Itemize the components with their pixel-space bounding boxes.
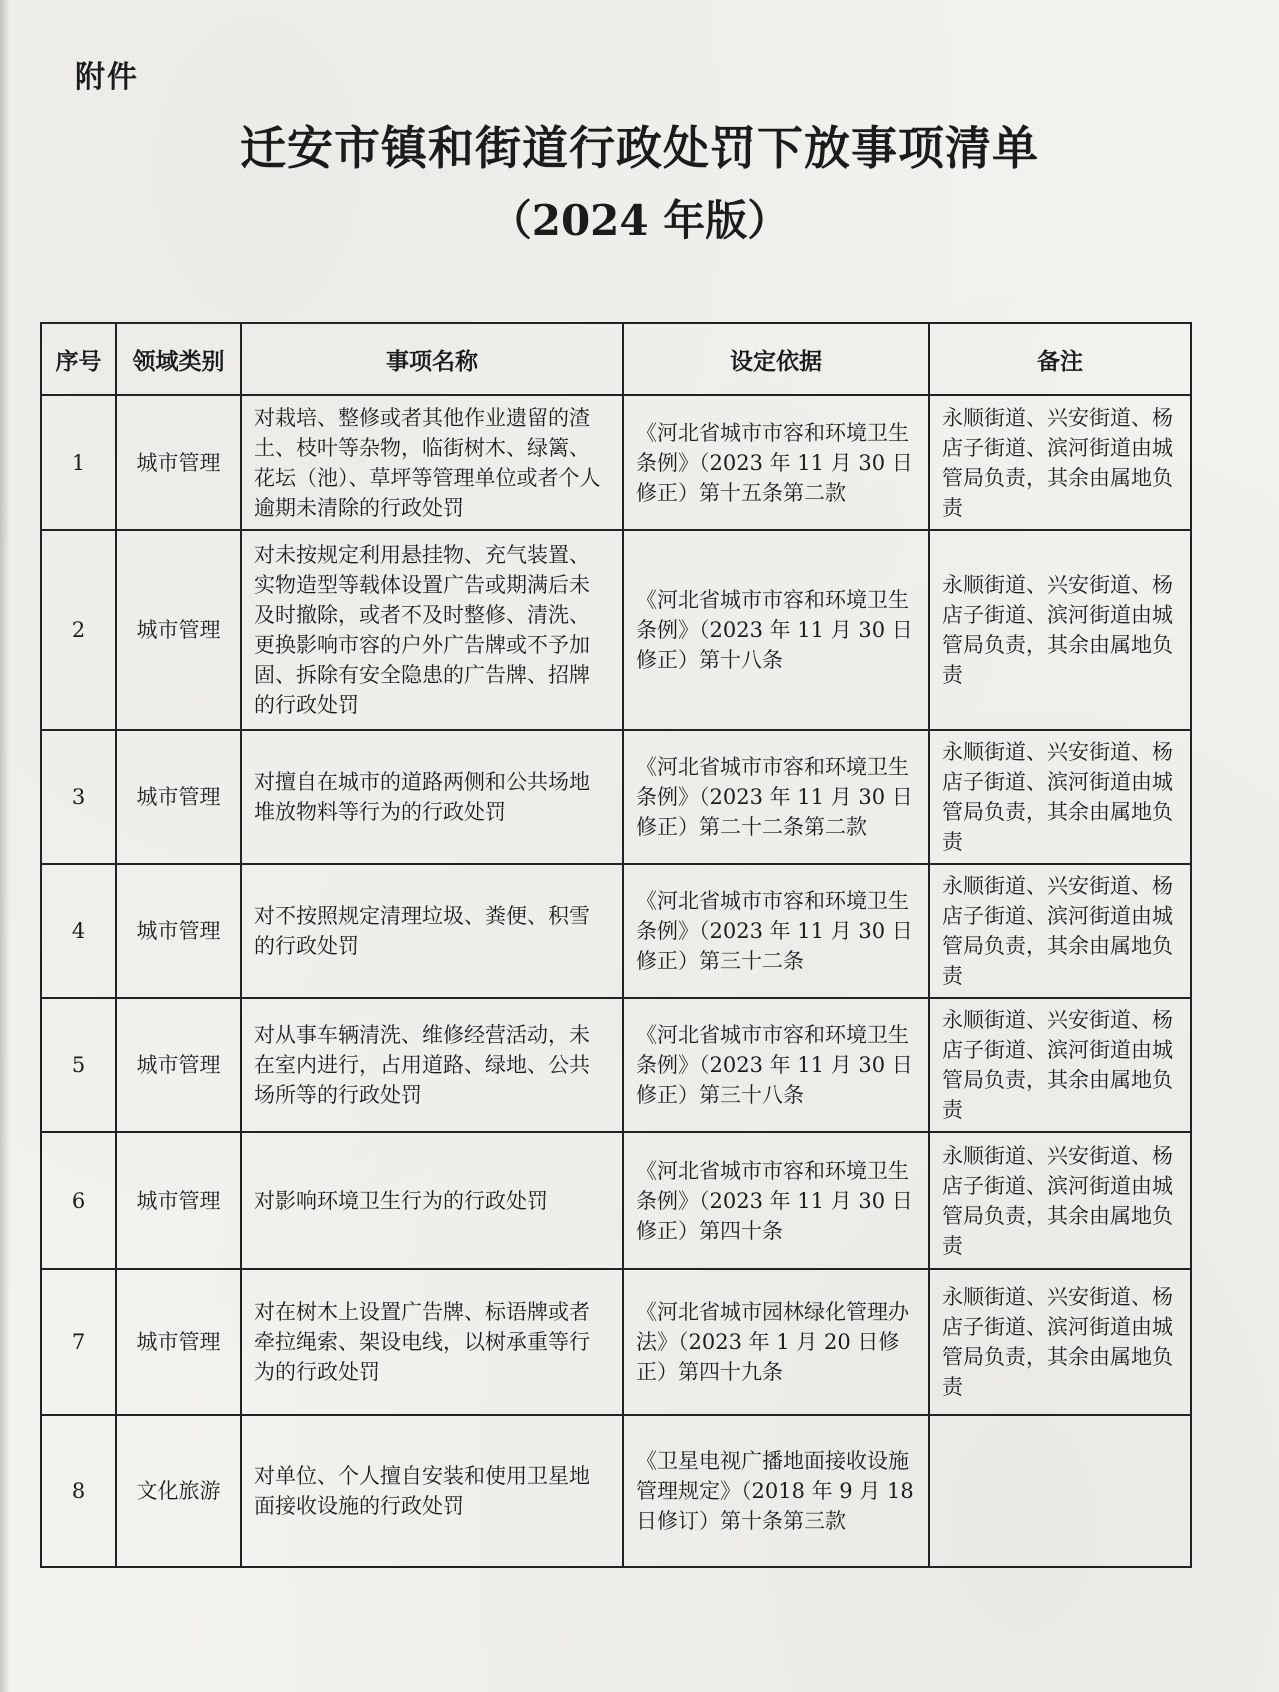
cell-basis: 《河北省城市市容和环境卫生条例》（2023 年 11 月 30 日修正）第十八条 bbox=[623, 530, 929, 730]
header-item: 事项名称 bbox=[241, 323, 623, 395]
penalty-items-table bbox=[40, 322, 1192, 1568]
table-row bbox=[41, 864, 1191, 998]
table-header-row bbox=[41, 323, 1191, 395]
cell-item: 对栽培、整修或者其他作业遗留的渣土、枝叶等杂物，临街树木、绿篱、花坛（池）、草坪等管理单位或者个人逾期未清除的行政处罚 bbox=[241, 395, 623, 530]
cell-item: 对从事车辆清洗、维修经营活动，未在室内进行，占用道路、绿地、公共场所等的行政处罚 bbox=[241, 998, 623, 1132]
cell-note bbox=[929, 1415, 1191, 1567]
attachment-label: 附件 bbox=[75, 60, 139, 95]
cell-item: 对在树木上设置广告牌、标语牌或者牵拉绳索、架设电线，以树承重等行为的行政处罚 bbox=[241, 1269, 623, 1415]
cell-basis: 《河北省城市市容和环境卫生条例》（2023 年 11 月 30 日修正）第四十条 bbox=[623, 1132, 929, 1269]
cell-basis: 《卫星电视广播地面接收设施管理规定》（2018 年 9 月 18 日修订）第十条第三款 bbox=[623, 1415, 929, 1567]
cell-note: 永顺街道、兴安街道、杨店子街道、滨河街道由城管局负责，其余由属地负责 bbox=[929, 730, 1191, 864]
cell-seq: 4 bbox=[41, 864, 116, 998]
cell-basis: 《河北省城市市容和环境卫生条例》（2023 年 11 月 30 日修正）第二十二条第二款 bbox=[623, 730, 929, 864]
cell-seq: 3 bbox=[41, 730, 116, 864]
cell-seq: 8 bbox=[41, 1415, 116, 1567]
cell-item: 对擅自在城市的道路两侧和公共场地堆放物料等行为的行政处罚 bbox=[241, 730, 623, 864]
cell-domain: 文化旅游 bbox=[116, 1415, 241, 1567]
table-row bbox=[41, 395, 1191, 530]
cell-seq: 7 bbox=[41, 1269, 116, 1415]
cell-item: 对不按照规定清理垃圾、粪便、积雪的行政处罚 bbox=[241, 864, 623, 998]
cell-seq: 1 bbox=[41, 395, 116, 530]
cell-note: 永顺街道、兴安街道、杨店子街道、滨河街道由城管局负责，其余由属地负责 bbox=[929, 1132, 1191, 1269]
cell-seq: 5 bbox=[41, 998, 116, 1132]
header-domain: 领域类别 bbox=[116, 323, 241, 395]
cell-basis: 《河北省城市市容和环境卫生条例》（2023 年 11 月 30 日修正）第十五条第二款 bbox=[623, 395, 929, 530]
cell-domain: 城市管理 bbox=[116, 395, 241, 530]
cell-note: 永顺街道、兴安街道、杨店子街道、滨河街道由城管局负责，其余由属地负责 bbox=[929, 998, 1191, 1132]
header-basis: 设定依据 bbox=[623, 323, 929, 395]
cell-basis: 《河北省城市市容和环境卫生条例》（2023 年 11 月 30 日修正）第三十八条 bbox=[623, 998, 929, 1132]
table-row bbox=[41, 1132, 1191, 1269]
cell-item: 对单位、个人擅自安装和使用卫星地面接收设施的行政处罚 bbox=[241, 1415, 623, 1567]
table-row bbox=[41, 1269, 1191, 1415]
table-row bbox=[41, 730, 1191, 864]
cell-basis: 《河北省城市市容和环境卫生条例》（2023 年 11 月 30 日修正）第三十二条 bbox=[623, 864, 929, 998]
document-title: 迁安市镇和街道行政处罚下放事项清单 bbox=[240, 121, 1039, 175]
cell-domain: 城市管理 bbox=[116, 1269, 241, 1415]
document-subtitle: （2024 年版） bbox=[489, 196, 790, 245]
cell-domain: 城市管理 bbox=[116, 864, 241, 998]
cell-seq: 6 bbox=[41, 1132, 116, 1269]
cell-domain: 城市管理 bbox=[116, 530, 241, 730]
cell-note: 永顺街道、兴安街道、杨店子街道、滨河街道由城管局负责，其余由属地负责 bbox=[929, 395, 1191, 530]
cell-item: 对未按规定利用悬挂物、充气装置、实物造型等载体设置广告或期满后未及时撤除，或者不及时整修、清洗、更换影响市容的户外广告牌或不予加固、拆除有安全隐患的广告牌、招牌的行政处罚 bbox=[241, 530, 623, 730]
cell-note: 永顺街道、兴安街道、杨店子街道、滨河街道由城管局负责，其余由属地负责 bbox=[929, 864, 1191, 998]
table-row bbox=[41, 530, 1191, 730]
cell-domain: 城市管理 bbox=[116, 1132, 241, 1269]
scan-edge-shadow bbox=[0, 0, 10, 1692]
cell-seq: 2 bbox=[41, 530, 116, 730]
cell-note: 永顺街道、兴安街道、杨店子街道、滨河街道由城管局负责，其余由属地负责 bbox=[929, 530, 1191, 730]
cell-domain: 城市管理 bbox=[116, 730, 241, 864]
table-row bbox=[41, 998, 1191, 1132]
header-seq: 序号 bbox=[41, 323, 116, 395]
cell-domain: 城市管理 bbox=[116, 998, 241, 1132]
table-row bbox=[41, 1415, 1191, 1567]
cell-note: 永顺街道、兴安街道、杨店子街道、滨河街道由城管局负责，其余由属地负责 bbox=[929, 1269, 1191, 1415]
cell-basis: 《河北省城市园林绿化管理办法》（2023 年 1 月 20 日修正）第四十九条 bbox=[623, 1269, 929, 1415]
header-note: 备注 bbox=[929, 323, 1191, 395]
cell-item: 对影响环境卫生行为的行政处罚 bbox=[241, 1132, 623, 1269]
